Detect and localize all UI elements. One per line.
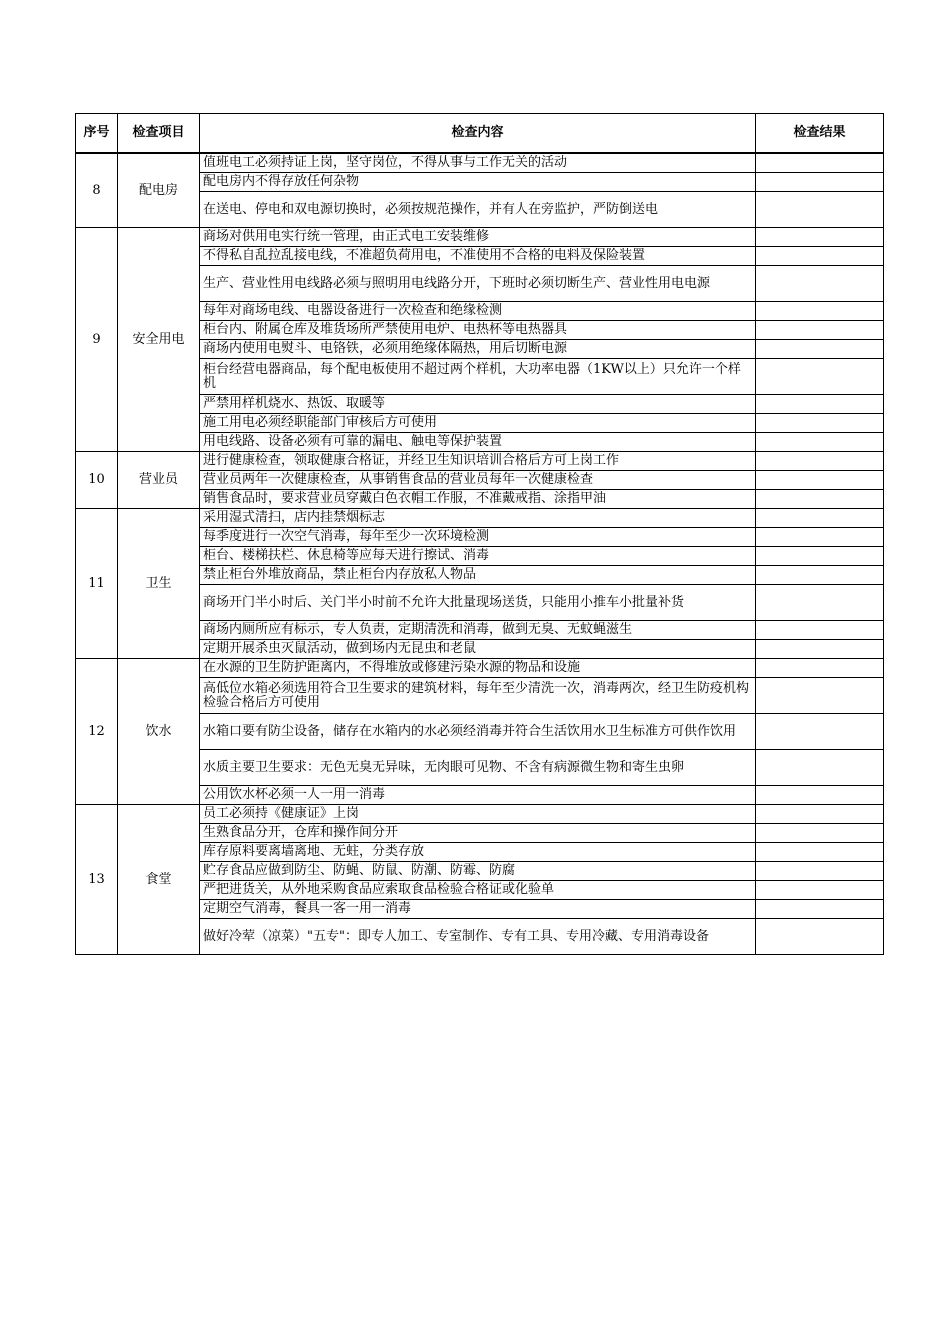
inspection-content: 用电线路、设备必须有可靠的漏电、触电等保护装置 [200,433,756,452]
inspection-content: 商场开门半小时后、关门半小时前不允许大批量现场送货，只能用小推车小批量补货 [200,585,756,621]
row-number: 11 [76,509,118,659]
inspection-content: 在水源的卫生防护距离内，不得堆放或修建污染水源的物品和设施 [200,659,756,678]
result-cell[interactable] [756,395,884,414]
inspection-content: 严禁用样机烧水、热饭、取暖等 [200,395,756,414]
inspection-content: 商场内使用电熨斗、电铬铁，必须用绝缘体隔热，用后切断电源 [200,340,756,359]
inspection-content: 水质主要卫生要求：无色无臭无异味，无肉眼可见物、不含有病源微生物和寄生虫卵 [200,750,756,786]
inspection-item: 安全用电 [118,228,200,452]
result-cell[interactable] [756,919,884,955]
result-cell[interactable] [756,900,884,919]
result-cell[interactable] [756,805,884,824]
table-row [76,228,884,247]
result-cell[interactable] [756,862,884,881]
result-cell[interactable] [756,153,884,173]
inspection-content: 库存原料要离墙离地、无蛀，分类存放 [200,843,756,862]
result-cell[interactable] [756,340,884,359]
header-result: 检查结果 [756,114,884,154]
inspection-item: 饮水 [118,659,200,805]
result-cell[interactable] [756,566,884,585]
table-row [76,659,884,678]
inspection-content: 每季度进行一次空气消毒，每年至少一次环境检测 [200,528,756,547]
inspection-content: 严把进货关，从外地采购食品应索取食品检验合格证或化验单 [200,881,756,900]
result-cell[interactable] [756,824,884,843]
result-cell[interactable] [756,173,884,192]
table-row [76,452,884,471]
result-cell[interactable] [756,659,884,678]
result-cell[interactable] [756,302,884,321]
inspection-content: 商场对供用电实行统一管理，由正式电工安装维修 [200,228,756,247]
inspection-content: 定期开展杀虫灭鼠活动，做到场内无昆虫和老鼠 [200,640,756,659]
result-cell[interactable] [756,266,884,302]
result-cell[interactable] [756,621,884,640]
result-cell[interactable] [756,714,884,750]
inspection-content: 生熟食品分开，仓库和操作间分开 [200,824,756,843]
result-cell[interactable] [756,528,884,547]
result-cell[interactable] [756,433,884,452]
result-cell[interactable] [756,750,884,786]
inspection-item: 卫生 [118,509,200,659]
table-row [76,805,884,824]
inspection-content: 营业员两年一次健康检查，从事销售食品的营业员每年一次健康检查 [200,471,756,490]
inspection-content: 贮存食品应做到防尘、防蝇、防鼠、防潮、防霉、防腐 [200,862,756,881]
result-cell[interactable] [756,321,884,340]
inspection-content: 商场内厕所应有标示，专人负责，定期清洗和消毒，做到无臭、无蚊蝇滋生 [200,621,756,640]
inspection-content: 水箱口要有防尘设备，储存在水箱内的水必须经消毒并符合生活饮用水卫生标准方可供作饮用 [200,714,756,750]
result-cell[interactable] [756,585,884,621]
row-number: 10 [76,452,118,509]
table-row [76,509,884,528]
inspection-content: 做好冷荤（凉菜）"五专"：即专人加工、专室制作、专有工具、专用冷藏、专用消毒设备 [200,919,756,955]
inspection-content: 不得私自乱拉乱接电线，不准超负荷用电，不准使用不合格的电料及保险装置 [200,247,756,266]
result-cell[interactable] [756,547,884,566]
result-cell[interactable] [756,786,884,805]
row-number: 13 [76,805,118,955]
header-item: 检查项目 [118,114,200,154]
inspection-content: 柜台经营电器商品，每个配电板使用不超过两个样机，大功率电器（1KW以上）只允许一个样机 [200,359,756,395]
inspection-content: 采用湿式清扫，店内挂禁烟标志 [200,509,756,528]
result-cell[interactable] [756,228,884,247]
inspection-content: 生产、营业性用电线路必须与照明用电线路分开，下班时必须切断生产、营业性用电电源 [200,266,756,302]
header-content: 检查内容 [200,114,756,154]
inspection-content: 值班电工必须持证上岗，坚守岗位，不得从事与工作无关的活动 [200,153,756,173]
inspection-content: 柜台内、附属仓库及堆货场所严禁使用电炉、电热杯等电热器具 [200,321,756,340]
inspection-content: 施工用电必须经职能部门审核后方可使用 [200,414,756,433]
inspection-content: 在送电、停电和双电源切换时，必须按规范操作，并有人在旁监护，严防倒送电 [200,192,756,228]
result-cell[interactable] [756,490,884,509]
row-number: 9 [76,228,118,452]
inspection-content: 柜台、楼梯扶栏、休息椅等应每天进行擦试、消毒 [200,547,756,566]
table-body [76,153,884,955]
result-cell[interactable] [756,678,884,714]
inspection-content: 高低位水箱必须选用符合卫生要求的建筑材料，每年至少清洗一次，消毒两次，经卫生防疫机构检验合格后方可使用 [200,678,756,714]
result-cell[interactable] [756,192,884,228]
header-row [76,114,884,154]
inspection-table [75,113,884,955]
inspection-content: 配电房内不得存放任何杂物 [200,173,756,192]
inspection-content: 员工必须持《健康证》上岗 [200,805,756,824]
inspection-content: 定期空气消毒，餐具一客一用一消毒 [200,900,756,919]
result-cell[interactable] [756,414,884,433]
result-cell[interactable] [756,881,884,900]
result-cell[interactable] [756,359,884,395]
inspection-content: 进行健康检查，领取健康合格证，并经卫生知识培训合格后方可上岗工作 [200,452,756,471]
inspection-item: 食堂 [118,805,200,955]
inspection-item: 配电房 [118,153,200,228]
inspection-content: 每年对商场电线、电器设备进行一次检查和绝缘检测 [200,302,756,321]
inspection-content: 禁止柜台外堆放商品，禁止柜台内存放私人物品 [200,566,756,585]
header-no: 序号 [76,114,118,154]
table-row [76,153,884,173]
result-cell[interactable] [756,509,884,528]
row-number: 12 [76,659,118,805]
result-cell[interactable] [756,843,884,862]
inspection-content: 公用饮水杯必须一人一用一消毒 [200,786,756,805]
result-cell[interactable] [756,640,884,659]
result-cell[interactable] [756,471,884,490]
inspection-content: 销售食品时，要求营业员穿戴白色衣帽工作服，不准戴戒指、涂指甲油 [200,490,756,509]
inspection-item: 营业员 [118,452,200,509]
result-cell[interactable] [756,452,884,471]
result-cell[interactable] [756,247,884,266]
row-number: 8 [76,153,118,228]
